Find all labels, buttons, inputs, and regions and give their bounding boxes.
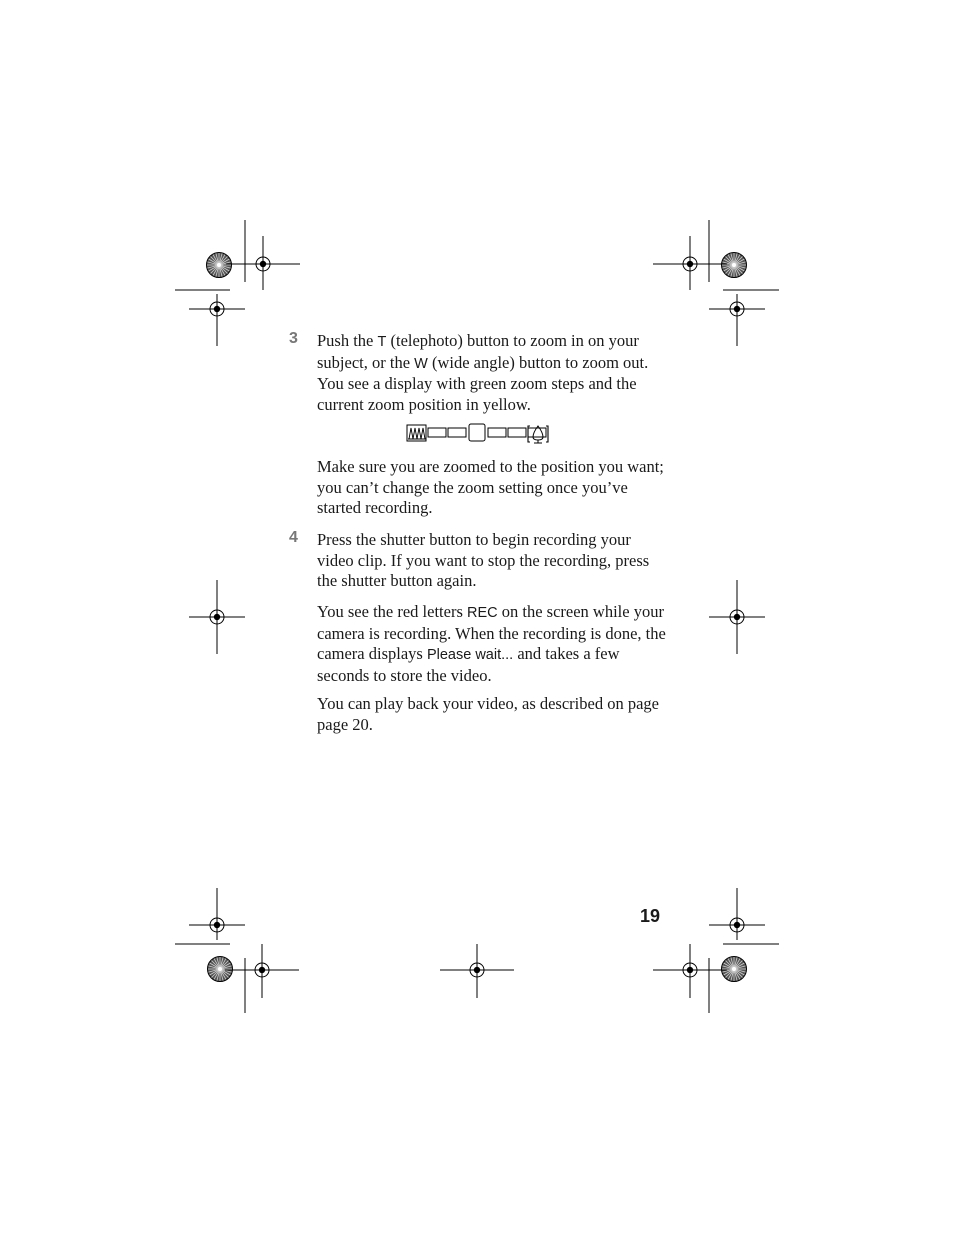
step-3-text-part-1: Push the <box>317 331 378 350</box>
zoom-current-position <box>469 424 485 441</box>
starburst-center <box>732 263 736 267</box>
step-3-note <box>317 457 667 519</box>
playback-reference-text: You can play back your video, as described on page page 20. <box>317 694 659 734</box>
zoom-step <box>508 428 526 437</box>
wide-angle-key-label: W <box>414 355 428 372</box>
rec-note-part-2: on the screen while your camera is recording. When the recording is done, the camera displays <box>317 602 666 664</box>
step-3-text-part-3: (wide angle) button to zoom out. You see a display with green zoom steps and the current zoom position in yellow. <box>317 352 649 414</box>
step-4-playback <box>317 694 662 735</box>
step-4-paragraph: Press the shutter button to begin recording your video clip. If you want to stop the recording, press the shutter button again. <box>317 530 650 591</box>
rec-indicator-label: REC <box>467 605 498 621</box>
wide-angle-icon <box>407 425 426 441</box>
starburst-center <box>218 967 222 971</box>
starburst-center <box>217 263 221 267</box>
zoom-step <box>448 428 466 437</box>
zoom-position-indicator <box>406 423 552 445</box>
page-number: 19 <box>640 906 661 926</box>
step-number-4: 4 <box>289 529 298 546</box>
telephoto-key-label: T <box>377 334 387 350</box>
step-4-note <box>317 602 667 686</box>
zoom-warning-text: Make sure you are zoomed to the position you want; you can’t change the zoom setting once you’ve started recording. <box>317 457 664 518</box>
step-3-text <box>317 331 667 415</box>
step-3-text-part-2: (telephoto) button to zoom in on your subject, or the <box>317 331 639 372</box>
zoom-step <box>428 428 446 437</box>
step-4-text <box>317 530 667 592</box>
step-number-3: 3 <box>289 330 298 347</box>
rec-note-part-3: and takes a few seconds to store the video. <box>317 644 620 685</box>
zoom-step <box>488 428 506 437</box>
please-wait-label: Please wait... <box>426 647 514 664</box>
rec-note-part-1: You see the red letters <box>317 602 467 621</box>
starburst-center <box>732 967 736 971</box>
